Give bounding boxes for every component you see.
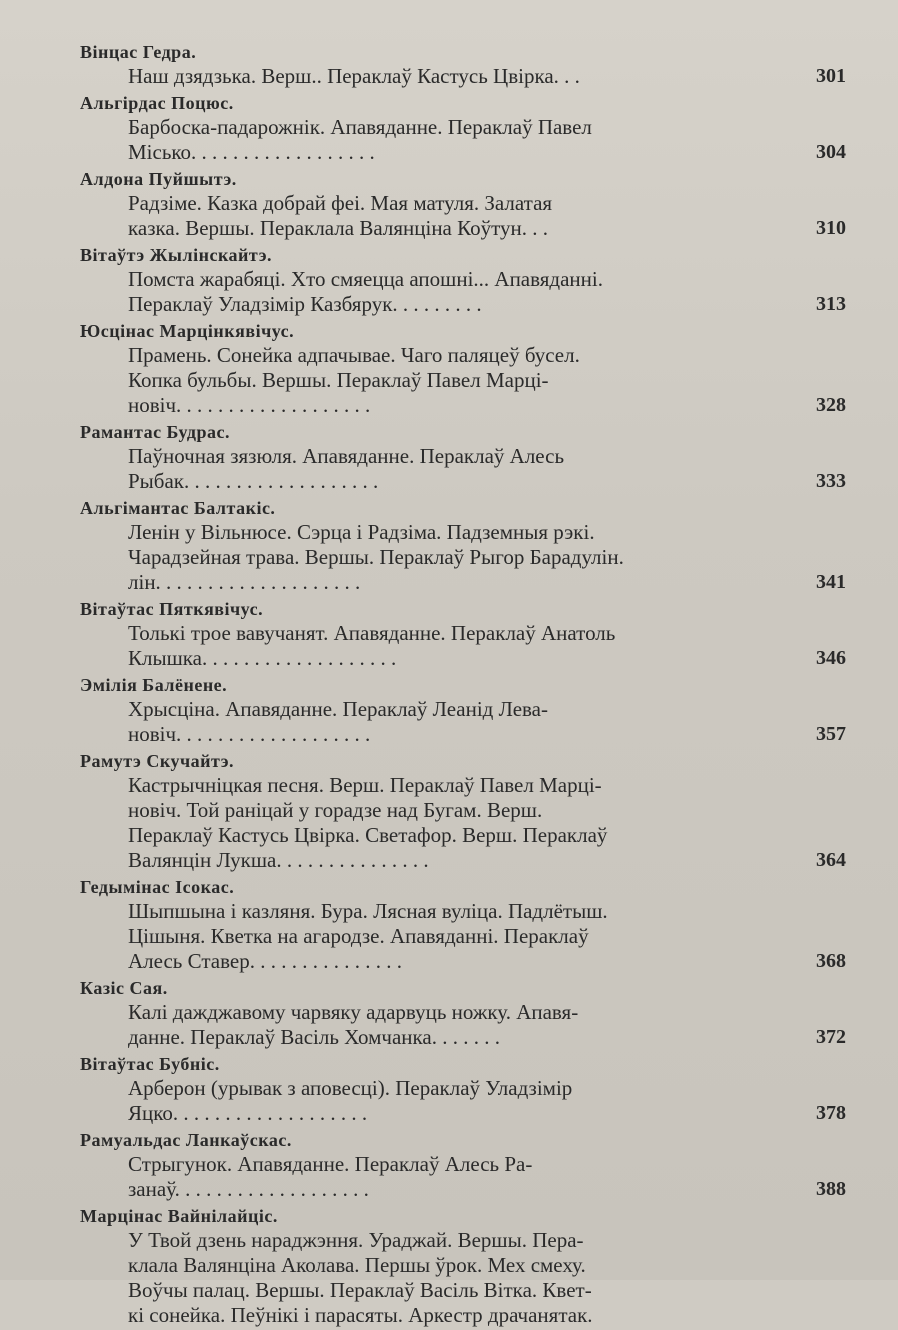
page-number: 333 — [816, 470, 846, 492]
page-number: 304 — [816, 141, 846, 163]
toc-entry — [80, 167, 846, 241]
work-line: Калі дажджавому чарвяку адарвуць ножку. Апавя- — [128, 1000, 579, 1024]
work-description — [128, 1228, 760, 1328]
work-line: Хрысціна. Апавяданне. Пераклаў Леанід Лева- — [128, 697, 548, 721]
work-line: Прамень. Сонейка адпачывае. Чаго паляцеў бусел. — [128, 343, 580, 367]
table-of-contents — [80, 40, 846, 1330]
work-description — [128, 1152, 846, 1202]
page-number: 313 — [816, 293, 846, 315]
work-description — [128, 621, 846, 671]
work-line: Валянцін Лукша. . . . . . . . . . . . . . . — [128, 848, 429, 872]
work-description — [128, 343, 846, 418]
toc-entry — [80, 875, 846, 974]
author-name: Казіс Сая. — [80, 978, 168, 998]
work-line: Яцко. . . . . . . . . . . . . . . . . . . — [128, 1101, 368, 1125]
author-name: Эмілія Балёнене. — [80, 675, 228, 695]
toc-entry — [80, 1128, 846, 1202]
author-name: Альгірдас Поцюс. — [80, 93, 234, 113]
work-line: казка. Вершы. Пераклала Валянціна Коўтун. . . — [128, 216, 548, 240]
toc-entry — [80, 1052, 846, 1126]
work-line: клала Валянціна Аколава. Першы ўрок. Мех смеху. — [128, 1253, 586, 1277]
author-name: Рамутэ Скучайтэ. — [80, 751, 235, 771]
work-line: У Твой дзень нараджэння. Ураджай. Вершы. Пера- — [128, 1228, 584, 1252]
work-line: лін. . . . . . . . . . . . . . . . . . . . — [128, 570, 361, 594]
author-name: Вітаўтас Пяткявічус. — [80, 599, 264, 619]
author-name: Рамантас Будрас. — [80, 422, 230, 442]
work-line: новіч. . . . . . . . . . . . . . . . . . . — [128, 393, 371, 417]
author-name: Вітаўтас Бубніс. — [80, 1054, 220, 1074]
work-line: Арберон (урывак з аповесці). Пераклаў Уладзімір — [128, 1076, 573, 1100]
work-line: Пераклаў Уладзімір Казбярук. . . . . . . . . — [128, 292, 482, 316]
toc-entry — [80, 976, 846, 1050]
author-name: Юсцінас Марцінкявічус. — [80, 321, 295, 341]
work-line: Копка бульбы. Вершы. Пераклаў Павел Марці- — [128, 368, 549, 392]
page-number: 346 — [816, 647, 846, 669]
page-number: 364 — [816, 849, 846, 871]
work-line: Місько. . . . . . . . . . . . . . . . . . — [128, 140, 375, 164]
work-line: Пераклаў Кастусь Цвірка. Светафор. Верш. Пераклаў — [128, 823, 608, 847]
work-description — [128, 899, 846, 974]
work-description — [128, 1000, 846, 1050]
toc-entry — [80, 40, 846, 89]
author-name: Марцінас Вайнілайціс. — [80, 1206, 278, 1226]
work-description — [128, 773, 846, 873]
toc-entry — [80, 91, 846, 165]
work-line: Чарадзейная трава. Вершы. Пераклаў Рыгор Барадулін. — [128, 545, 624, 569]
work-line: Паўночная зязюля. Апавяданне. Пераклаў Алесь — [128, 444, 565, 468]
page-number: 388 — [816, 1178, 846, 1200]
work-line: Радзіме. Казка добрай феі. Мая матуля. Залатая — [128, 191, 553, 215]
work-line: Алесь Ставер. . . . . . . . . . . . . . . — [128, 949, 402, 973]
toc-entry — [80, 673, 846, 747]
work-line: Помста жарабяці. Хто смяецца апошні... Апавяданні. — [128, 267, 603, 291]
work-line: Ленін у Вільнюсе. Сэрца і Радзіма. Падземныя рэкі. — [128, 520, 595, 544]
work-line: Толькі трое вавучанят. Апавяданне. Пераклаў Анатоль — [128, 621, 616, 645]
work-line: данне. Пераклаў Васіль Хомчанка. . . . . . . — [128, 1025, 500, 1049]
work-line: новіч. . . . . . . . . . . . . . . . . . . — [128, 722, 371, 746]
work-line: занаў. . . . . . . . . . . . . . . . . . . — [128, 1177, 369, 1201]
work-description — [128, 444, 846, 494]
work-line: Цішыня. Кветка на агародзе. Апавяданні. Пераклаў — [128, 924, 589, 948]
work-line: Наш дзядзька. Верш.. Пераклаў Кастусь Цвірка. . . — [128, 64, 580, 88]
work-line: Кастрычніцкая песня. Верш. Пераклаў Павел Марці- — [128, 773, 602, 797]
toc-entry — [80, 420, 846, 494]
author-name: Гедымінас Ісокас. — [80, 877, 235, 897]
work-line: Барбоска-падарожнік. Апавяданне. Пераклаў Павел — [128, 115, 592, 139]
toc-entry — [80, 243, 846, 317]
work-line: Воўчы палац. Вершы. Пераклаў Васіль Вітка. Квет- — [128, 1278, 592, 1302]
author-name: Вінцас Гедра. — [80, 42, 197, 62]
work-line: Рыбак. . . . . . . . . . . . . . . . . . . — [128, 469, 379, 493]
author-name: Альгімантас Балтакіс. — [80, 498, 276, 518]
author-name: Алдона Пуйшытэ. — [80, 169, 237, 189]
page-number: 301 — [816, 65, 846, 87]
page-number: 368 — [816, 950, 846, 972]
toc-entry — [80, 319, 846, 418]
page-number: 341 — [816, 571, 846, 593]
toc-entry — [80, 496, 846, 595]
toc-entry — [80, 1204, 800, 1328]
work-description — [128, 64, 846, 89]
work-description — [128, 267, 846, 317]
work-line: кі сонейка. Пеўнікі і парасяты. Аркестр драчанятак. — [128, 1303, 593, 1327]
page-number: 372 — [816, 1026, 846, 1048]
work-description — [128, 115, 846, 165]
page-number: 310 — [816, 217, 846, 239]
page-number: 357 — [816, 723, 846, 745]
work-description — [128, 697, 846, 747]
work-line: Шыпшына і казляня. Бура. Лясная вуліца. Падлётыш. — [128, 899, 608, 923]
work-description — [128, 1076, 846, 1126]
work-line: Клышка. . . . . . . . . . . . . . . . . . . — [128, 646, 397, 670]
work-description — [128, 520, 846, 595]
page-number: 328 — [816, 394, 846, 416]
author-name: Рамуальдас Ланкаўскас. — [80, 1130, 292, 1150]
page-number: 378 — [816, 1102, 846, 1124]
toc-entry — [80, 749, 846, 873]
work-line: Стрыгунок. Апавяданне. Пераклаў Алесь Ра- — [128, 1152, 533, 1176]
work-line: новіч. Той раніцай у горадзе над Бугам. Верш. — [128, 798, 543, 822]
author-name: Вітаўтэ Жылінскайтэ. — [80, 245, 272, 265]
toc-entry — [80, 597, 846, 671]
work-description — [128, 191, 846, 241]
